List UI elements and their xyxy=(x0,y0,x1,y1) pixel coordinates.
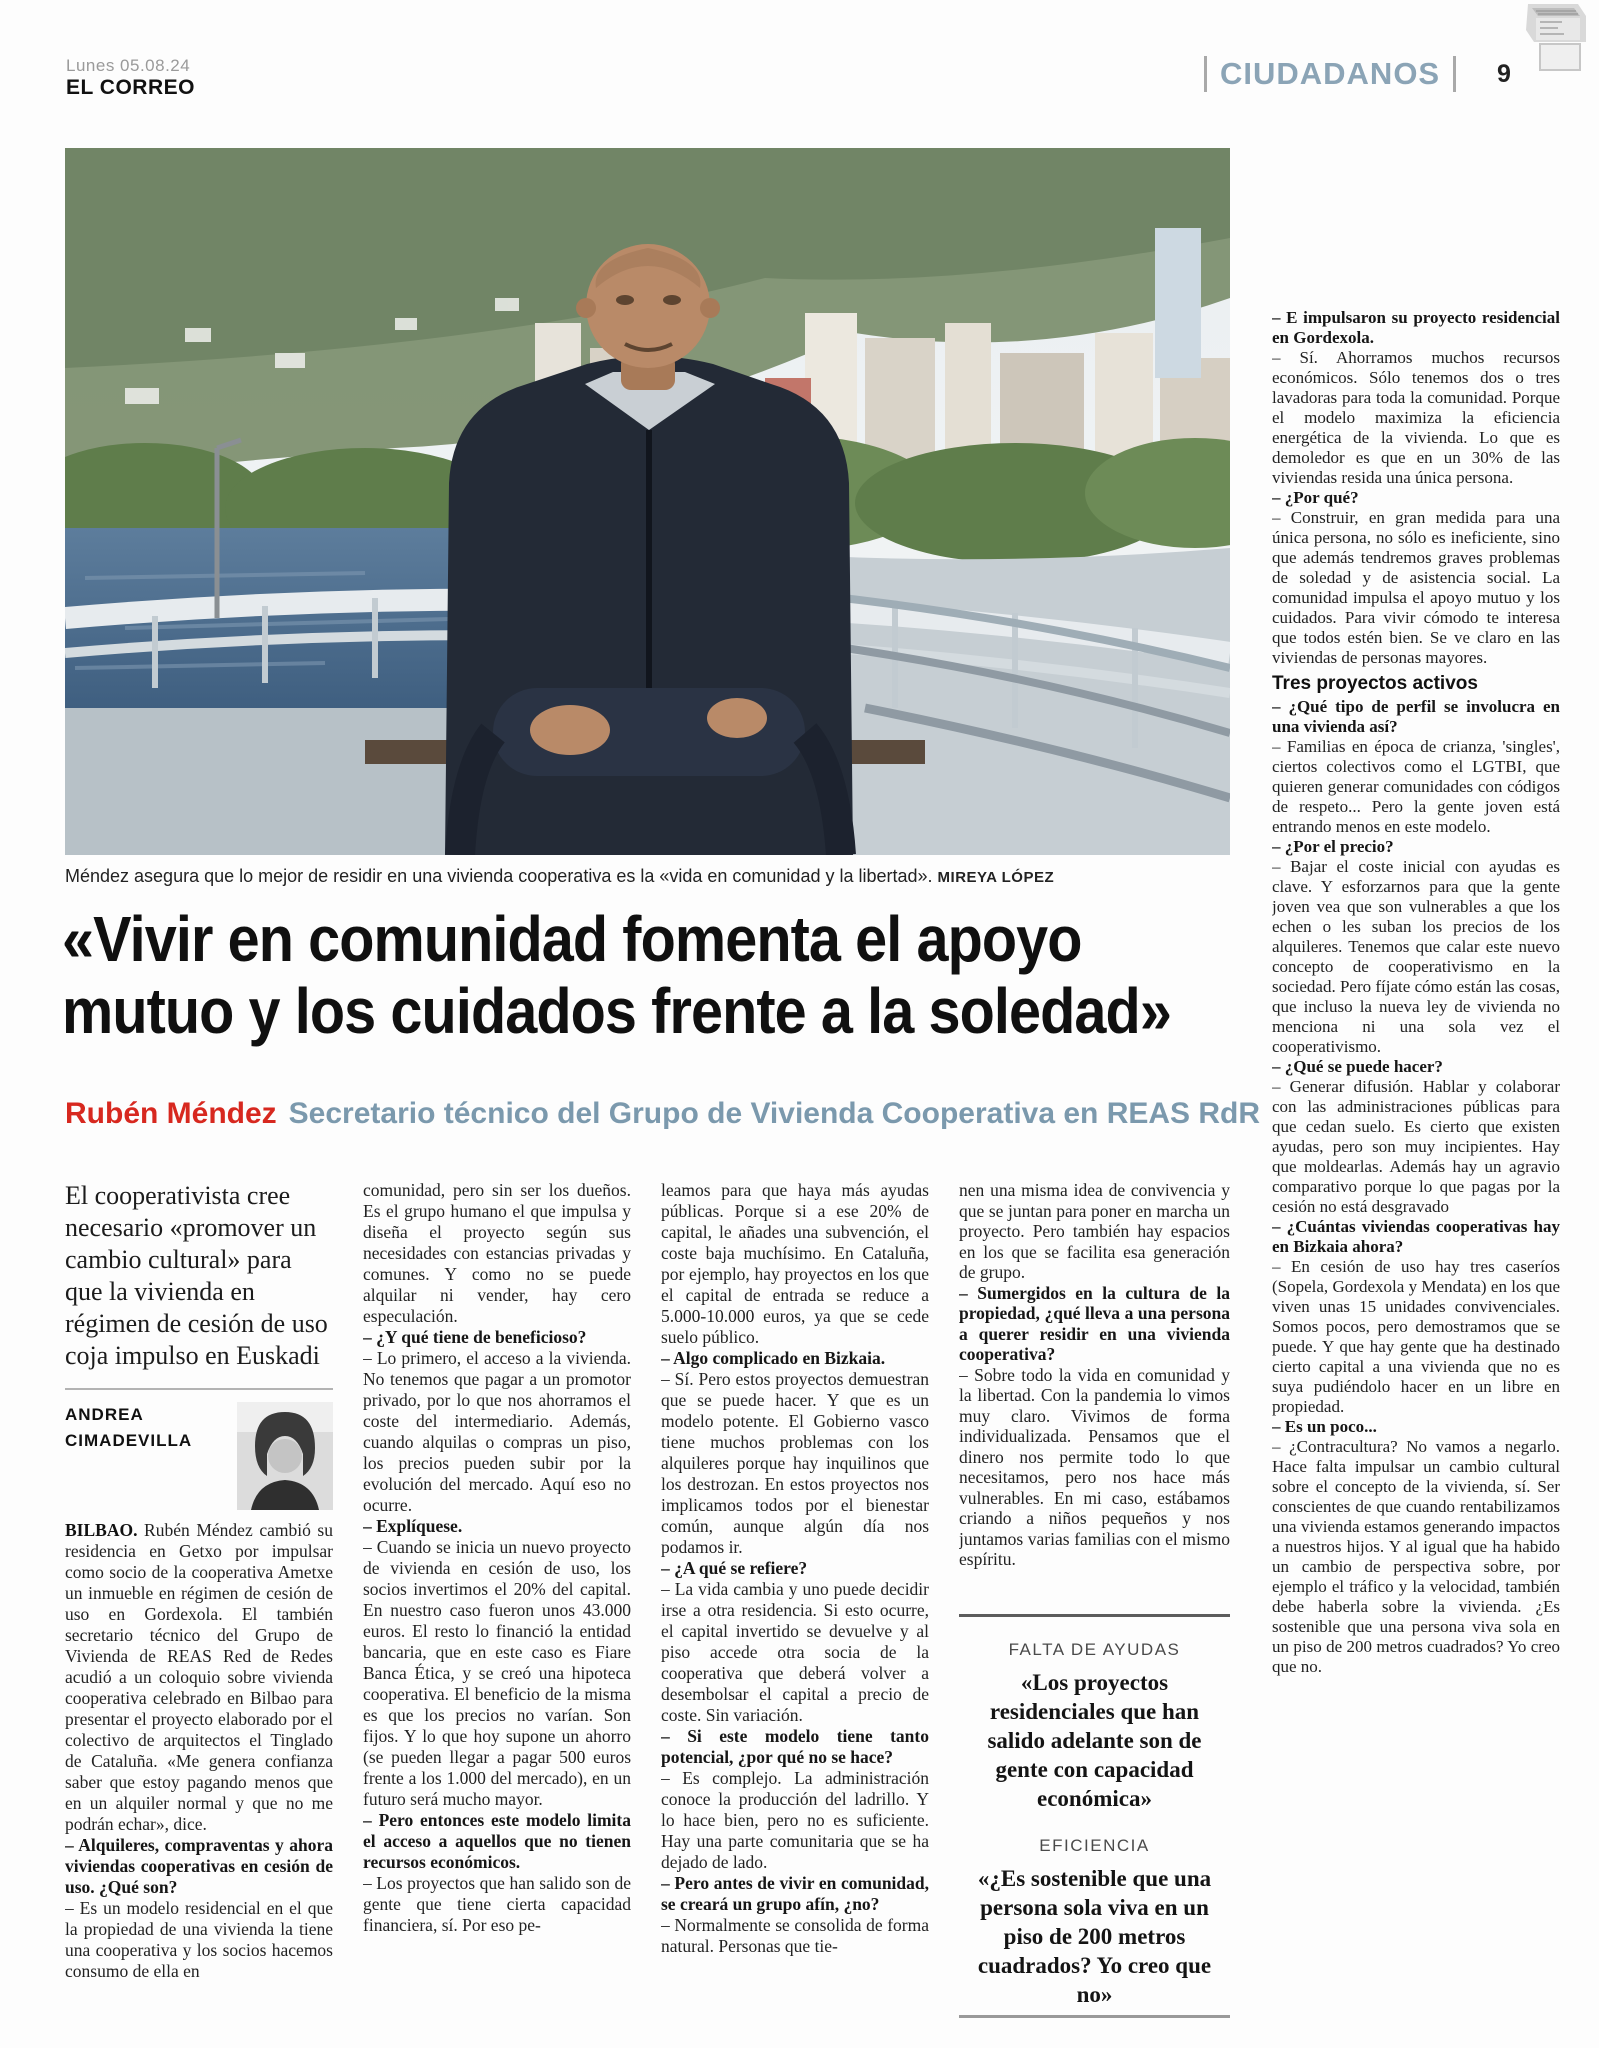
article-paragraph: – Normalmente se consolida de forma natural. Personas que tie- xyxy=(661,1915,929,1956)
interview-question: – Alquileres, compraventas y ahora viviendas cooperativas en cesión de uso. ¿Qué son? xyxy=(65,1835,333,1897)
interview-question: – ¿Qué se puede hacer? xyxy=(1272,1057,1443,1076)
article-paragraph: – ¿Contracultura? No vamos a negarlo. Hace falta impulsar un cambio cultural sobre el concepto de la vivienda, sí. Ser conscientes de que cuando rentabilizamos una vivienda estamos generando impactos a nuestros hijos. Y al igual que ha habido un cambio de perspectiva sobre, por ejemplo el tráfico y la velocidad, también debe haberla sobre la vivienda. ¿Es sostenible que una persona viva sola en un piso de 200 metros cuadrados? Yo creo que no. xyxy=(1272,1437,1560,1676)
section-name: CIUDADANOS xyxy=(1220,56,1441,91)
headline-line-1: «Vivir en comunidad fomenta el apoyo xyxy=(62,903,1082,975)
article-photo xyxy=(65,148,1230,855)
caption-text: Méndez asegura que lo mejor de residir en una vivienda cooperativa es la «vida en comunidad y la libertad». xyxy=(65,866,933,886)
masthead: EL CORREO xyxy=(66,76,195,99)
pullquote-kicker: EFICIENCIA xyxy=(1039,1836,1150,1855)
interview-question: – Si este modelo tiene tanto potencial, ¿por qué no se hace? xyxy=(661,1726,929,1767)
article-paragraph: – En cesión de uso hay tres caseríos (Sopela, Gordexola y Mendata) en los que viven unas 15 unidades convivenciales. Somos pocos, pero demostramos que se puede. Y que hay gente que ha destinado cierto capital a una vivienda que no es suya pudiéndolo hacer en un libre en propiedad. xyxy=(1272,1257,1560,1416)
interview-question: – Algo complicado en Bizkaia. xyxy=(661,1348,886,1368)
interviewee-role: Secretario técnico del Grupo de Vivienda Cooperativa en REAS RdR xyxy=(288,1097,1261,1130)
byline-block xyxy=(65,1388,333,1510)
interview-question: – ¿Por qué? xyxy=(1272,488,1359,507)
author-portrait xyxy=(237,1402,333,1510)
dateline: BILBAO. xyxy=(65,1520,138,1540)
photo-credit: MIREYA LÓPEZ xyxy=(937,869,1055,886)
edition-date: Lunes 05.08.24 xyxy=(66,56,191,75)
interview-question: – ¿Qué tipo de perfil se involucra en una vivienda así? xyxy=(1272,697,1560,736)
headline-line-2: mutuo y los cuidados frente a la soledad» xyxy=(62,975,1171,1047)
section-divider-left xyxy=(1204,56,1207,92)
article-paragraph: – Sí. Pero estos proyectos demuestran que se puede hacer. Y que es un modelo potente. El Gobierno vasco tiene muchos problemas con los alquileres porque hay inquilinos que los destrozan. En estos proyectos nos implicamos todos por el bienestar común, aunque algún día nos podamos ir. xyxy=(661,1369,929,1557)
article-paragraph: – Sobre todo la vida en comunidad y la libertad. Con la pandemia lo vimos muy claro. Vivimos de forma individualizada. Pensamos que el dinero nos permite todo lo que necesitamos, pero nos hace más vulnerables. En mi caso, estábamos criando a niños pequeños y nos juntamos varias familias con el mismo espíritu. xyxy=(959,1364,1230,1569)
column-2 xyxy=(363,1180,631,2042)
article-paragraph: comunidad, pero sin ser los dueños. Es el grupo humano el que impulsa y diseña el proyecto según sus necesidades con estancias privadas y comunes. Y como no se puede alquilar ni vender, hay cero especulación. xyxy=(363,1180,631,1326)
article-paragraph: nen una misma idea de convivencia y que se juntan para poner en marcha un proyecto. Pero también hay espacios en los que se facilita esa generación de grupo. xyxy=(959,1180,1230,1282)
interview-question: – Explíquese. xyxy=(363,1516,463,1536)
pullquote-text: «¿Es sostenible que una persona sola viva en un piso de 200 metros cuadrados? Yo creo que no» xyxy=(977,1866,1212,2007)
deck: El cooperativista cree necesario «promover un cambio cultural» para que la vivienda en régimen de cesión de uso coja impulso en Euskadi xyxy=(65,1181,328,1370)
section-header xyxy=(1204,56,1456,92)
interview-question: – ¿Por el precio? xyxy=(1272,837,1394,856)
pullquote-kicker: FALTA DE AYUDAS xyxy=(1008,1640,1181,1659)
interview-question: – Sumergidos en la cultura de la propiedad, ¿qué lleva a una persona a querer residir en una vivienda cooperativa? xyxy=(959,1282,1230,1364)
article-paragraph: – Es un modelo residencial en el que la propiedad de una vivienda la tiene una cooperativa y los socios hacemos consumo de ella en xyxy=(65,1898,333,1981)
article-paragraph: – Lo primero, el acceso a la vivienda. No tenemos que pagar a un promotor privado, por lo que nos ahorramos el coste del intermediario. Además, cuando alquilas o compras un piso, los precios pueden subir por la evolución del mercado. Aquí eso no ocurre. xyxy=(363,1348,631,1515)
byline-author: ANDREA CIMADEVILLA xyxy=(65,1405,193,1450)
article-paragraph: – Familias en época de crianza, 'singles', ciertos colectivos como el LGTBI, que quieren generar comunidades con códigos de respeto... Pero la gente joven está entrando menos en este modelo. xyxy=(1272,737,1560,836)
interview-question: – Pero entonces este modelo limita el acceso a aquellos que no tienen recursos económicos. xyxy=(363,1810,631,1872)
article-body-col1 xyxy=(65,1520,333,1982)
article-paragraph: – Los proyectos que han salido son de gente que tiene cierta capacidad financiera, sí. Por eso pe- xyxy=(363,1873,631,1935)
article-paragraph: BILBAO. Rubén Méndez cambió su residencia en Getxo por impulsar como socio de la cooperativa Ametxe un inmueble en régimen de cesión de uso en Gordexola. El también secretario técnico del Grupo de Vivienda de REAS Red de Redes acudió a un coloquio sobre vivienda cooperativa celebrado en Bilbao para presentar el proyecto elaborado por el colectivo de arquitectos el Tinglado de Cataluña. «Me genera confianza saber que estoy pagando menos que en un alquiler normal y que no me podrán echar», dice. xyxy=(65,1520,333,1834)
photo-caption xyxy=(65,866,1230,887)
interview-question: – Pero antes de vivir en comunidad, se creará un grupo afín, ¿no? xyxy=(661,1873,929,1914)
article-paragraph: – Es complejo. La administración conoce la producción del ladrillo. Y lo hace bien, pero no es suficiente. Hay una parte comunitaria que se ha dejado de lado. xyxy=(661,1768,929,1872)
column-subhead: Tres proyectos activos xyxy=(1272,673,1478,694)
pullquote-text: «Los proyectos residenciales que han salido adelante son de gente con capacidad económica» xyxy=(987,1670,1202,1811)
pullquote-box xyxy=(959,1614,1230,2018)
column-1 xyxy=(65,1180,333,2042)
article-paragraph: – La vida cambia y uno puede decidir irse a otra residencia. Si esto ocurre, el capital invertido se devuelve y al piso accede otra socia de la cooperativa que deberá volver a desembolsar el capital a precio de coste. Sin variación. xyxy=(661,1579,929,1725)
photo-illustration xyxy=(65,148,1230,855)
article-paragraph: – Bajar el coste inicial con ayudas es clave. Y esforzarnos para que la gente joven vea que son vulnerables a que los echen o les suban los precios de los alquileres. Tenemos que calar este nuevo concepto de cooperativismo en la sociedad. Pero fíjate cómo están las cosas, que incluso la nueva ley de vivienda no menciona ni una sola vez el cooperativismo. xyxy=(1272,857,1560,1056)
interview-question: – ¿A qué se refiere? xyxy=(661,1558,808,1578)
headline xyxy=(62,903,1232,1047)
interviewee-name: Rubén Méndez xyxy=(65,1097,277,1130)
page-number: 9 xyxy=(1497,60,1511,88)
article-paragraph: leamos para que haya más ayudas públicas. Porque si a ese 20% de capital, le añades una subvención, el coste baja muchísimo. En Cataluña, por ejemplo, hay proyectos en los que el capital de entrada se reduce a 5.000-10.000 euros, ya que se cede suelo público. xyxy=(661,1180,929,1347)
interview-question: – Es un poco... xyxy=(1272,1417,1377,1436)
corner-stamp-icon xyxy=(1520,2,1586,74)
column-3 xyxy=(661,1180,929,2042)
interview-question: – E impulsaron su proyecto residencial en Gordexola. xyxy=(1272,308,1560,347)
article-paragraph: – Construir, en gran medida para una única persona, no sólo es ineficiente, sino que además tendremos graves problemas de soledad y de asistencia social. La comunidad impulsa el apoyo mutuo y los cuidados. Para vivir cómodo te interesa que todos estén bien. Se ve claro en las viviendas de personas mayores. xyxy=(1272,508,1560,667)
interview-question: – ¿Y qué tiene de beneficioso? xyxy=(363,1327,587,1347)
standfirst xyxy=(65,1097,1261,1131)
article-paragraph: – Cuando se inicia un nuevo proyecto de vivienda en cesión de uso, los socios invertimos el 20% del capital. En nuestro caso fueron unos 43.000 euros. El resto lo financió la entidad bancaria, que en este caso es Fiare Banca Ética, y se creó una hipoteca cooperativa. El beneficio de la misma es que los precios no varían. Son fijos. Y lo que hoy supone un ahorro (se pueden llegar a pagar 500 euros frente a los 1.000 del mercado), en un futuro será mucho mayor. xyxy=(363,1537,631,1809)
article-paragraph: – Sí. Ahorramos muchos recursos económicos. Sólo tenemos dos o tres lavadoras para toda la comunidad. Porque el modelo maximiza la eficiencia energética de la vivienda. Lo que es demoledor es que en un 30% de las viviendas resida una única persona. xyxy=(1272,348,1560,487)
column-5 xyxy=(1272,308,1560,2042)
column-4 xyxy=(959,1180,1230,1614)
interview-question: – ¿Cuántas viviendas cooperativas hay en Bizkaia ahora? xyxy=(1272,1217,1560,1256)
article-paragraph: – Generar difusión. Hablar y colaborar con las administraciones públicas para que cedan suelo. Es cierto que existen ayudas, pero son muy incipientes. Hay que moldearlas. Además hay un agravio comparativo porque lo que pagas por la cesión no está desgravado xyxy=(1272,1077,1560,1216)
section-divider-right xyxy=(1453,56,1456,92)
